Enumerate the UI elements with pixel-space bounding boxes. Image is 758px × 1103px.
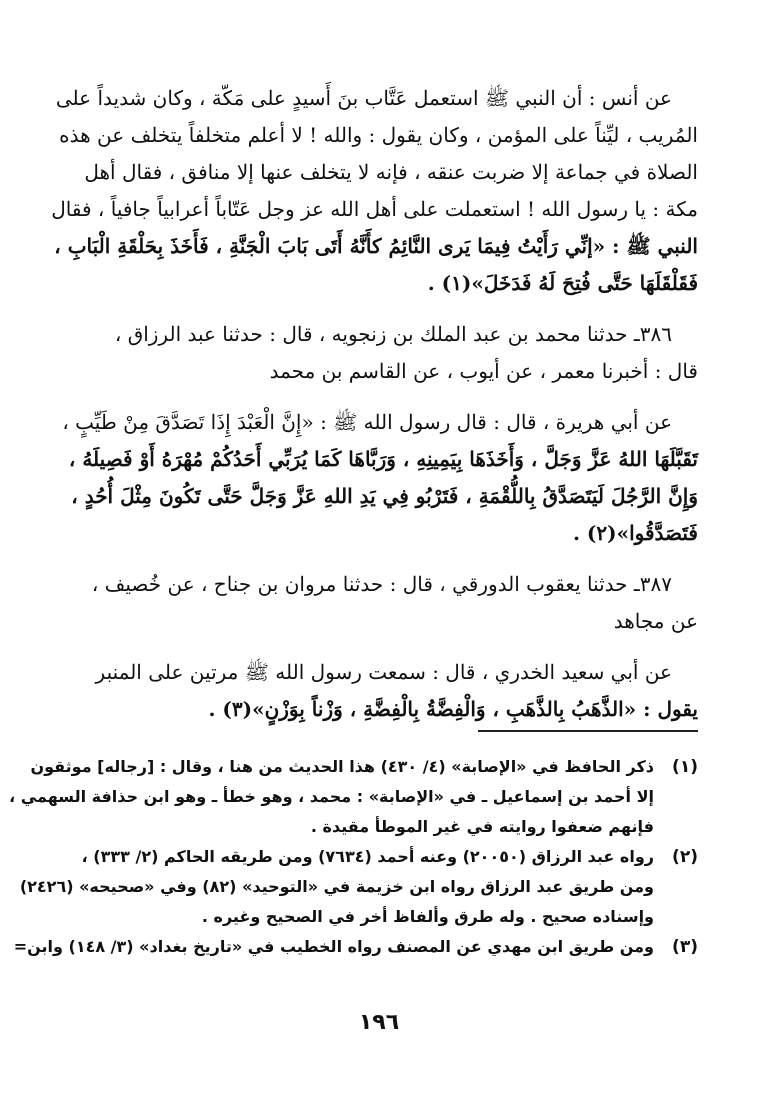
footnote-line: ومن طريق ابن مهدي عن المصنف رواه الخطيب في «تاريخ بغداد» (٣/ ١٤٨) وابن=	[13, 937, 654, 956]
page-number: ١٩٦	[358, 1010, 400, 1035]
text-line: عن أبي هريرة ، قال : قال رسول الله ﷺ : «إِنَّ الْعَبْدَ إِذَا تَصَدَّقَ مِنْ طَيِّبٍ ،	[62, 410, 672, 434]
footnote-number: (٢)	[672, 847, 698, 867]
text-line: يقول : «الذَّهَبُ بِالذَّهَبِ ، وَالْفِضَّةُ بِالْفِضَّةِ ، وَزْناً بِوَزْنٍ»(٣) .	[208, 697, 698, 721]
text-line: الصلاة في جماعة إلا ضربت عنقه ، فإنه لا يتخلف عنها إلا منافق ، فقال أهل	[84, 160, 698, 184]
footnote-line: ومن طريق عبد الرزاق رواه ابن خزيمة في «التوحيد» (٨٢) وفي «صحيحه» (٢٤٢٦)	[19, 877, 654, 896]
footnote-line: رواه عبد الرزاق (٢٠٠٥٠) وعنه أحمد (٧٦٣٤) ومن طريقه الحاكم (٢/ ٣٣٣) ،	[81, 847, 654, 866]
paragraph-gap	[60, 552, 698, 566]
text-line: ٣٨٧ـ حدثنا يعقوب الدورقي ، قال : حدثنا مروان بن جناح ، عن خُصيف ،	[91, 572, 672, 596]
footnote-3	[13, 932, 698, 962]
text-line: عن أبي سعيد الخدري ، قال : سمعت رسول الله ﷺ مرتين على المنبر	[95, 660, 672, 684]
text-line: وَإِنَّ الرَّجُلَ لَيَتَصَدَّقُ بِاللُّقْمَةِ ، فَتَرْبُو فِي يَدِ اللهِ عَزَّ وَجَلَّ حَتَّى تَكُونَ مِثْلَ أُحُدٍ ،	[71, 484, 698, 508]
footnotes	[9, 752, 698, 962]
text-line: النبي ﷺ : «إنِّي رَأَيْتُ فِيمَا يَرى النَّائِمُ كأَنَّهُ أَتَى بَابَ الْجَنَّةِ ، فَأَخَذَ بِحَلْقَةِ الْبَابِ ،	[54, 234, 698, 258]
text-line: ٣٨٦ـ حدثنا محمد بن عبد الملك بن زنجويه ، قال : حدثنا عبد الرزاق ،	[114, 322, 672, 346]
isnad-386	[60, 316, 698, 390]
footnote-line: وإسناده صحيح . وله طرق وألفاظ أخر في الصحيح وغيره .	[201, 907, 654, 926]
page-body	[9, 80, 698, 1043]
footnote-number: (٣)	[672, 937, 698, 957]
footnote-number: (١)	[672, 757, 698, 777]
hadith-387-text	[60, 654, 698, 728]
hadith-386-text	[60, 404, 698, 552]
paragraph-gap	[60, 390, 698, 404]
text-line: عن مجاهد	[613, 609, 698, 633]
text-line: تَقَبَّلَهَا اللهُ عَزَّ وَجَلَّ ، وَأَخَذَهَا بِيَمِينِهِ ، وَرَبَّاهَا كَمَا يُرَبِّي أَحَدُكُمْ مُهْرَهُ أَوْ فَصِيلَهُ ،	[68, 447, 698, 471]
text-line: عن أنس : أن النبي ﷺ استعمل عَتَّاب بنَ أَسيدٍ على مَكّة ، وكان شديداً على	[55, 86, 672, 110]
text-line: مكة : يا رسول الله ! استعملت على أهل الله عز وجل عَتّاباً أعرابياً جافياً ، فقال	[51, 197, 698, 221]
text-line: المُريب ، ليِّناً على المؤمن ، وكان يقول : والله ! لا أعلم متخلفاً يتخلف عن هذه	[59, 123, 698, 147]
isnad-387	[60, 566, 698, 640]
text-line: فَقَلْقَلَهَا حَتَّى فُتِحَ لَهُ فَدَخَلَ»(١) .	[427, 271, 698, 295]
footnote-line: إلا أحمد بن إسماعيل ـ في «الإصابة» : محمد ، وهو خطأ ـ وهو ابن حذافة السهمي ،	[9, 787, 654, 806]
paragraph-gap	[60, 640, 698, 654]
paragraph-gap	[60, 302, 698, 316]
text-line: قال : أخبرنا معمر ، عن أيوب ، عن القاسم بن محمد	[269, 359, 698, 383]
footnote-line: فإنهم ضعفوا روايته في غير الموطأ مقيدة .	[310, 817, 654, 836]
footnote-2	[19, 842, 698, 932]
footnote-divider	[478, 730, 698, 732]
text-line: فَتَصَدَّقُوا»(٢) .	[573, 521, 698, 545]
footnote-line: ذكر الحافظ في «الإصابة» (٤/ ٤٣٠) هذا الحديث من هنا ، وقال : [رجاله] موثقون	[30, 757, 654, 776]
hadith-385-text	[51, 80, 698, 302]
footnote-1	[9, 752, 698, 842]
